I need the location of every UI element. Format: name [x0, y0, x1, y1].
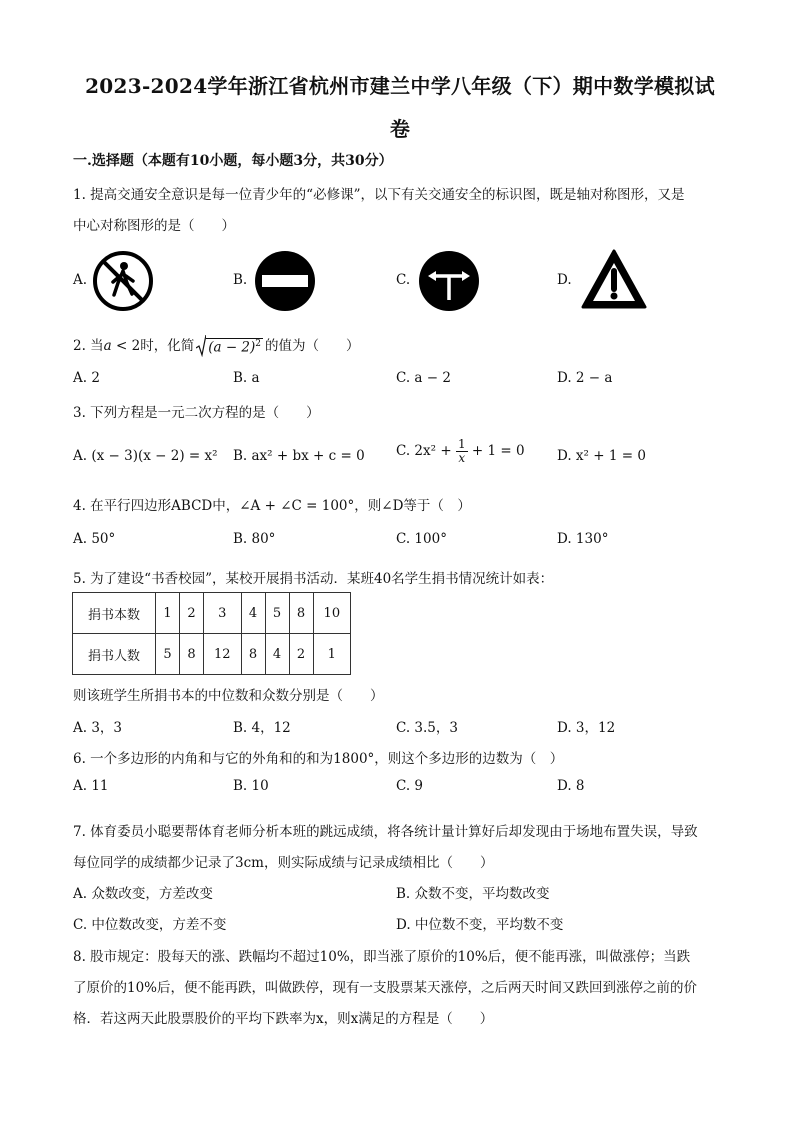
q3-stem: 3. 下列方程是一元二次方程的是（ ）: [73, 405, 320, 421]
table-cell: 5: [265, 593, 289, 634]
q5-option-c: C. 3.5，3: [396, 720, 458, 736]
q2-option-b: B. a: [233, 370, 260, 386]
square-root-expression: [196, 338, 263, 356]
table-row: [73, 593, 351, 634]
table-cell: 8: [180, 634, 204, 675]
table-cell: 1: [156, 593, 180, 634]
table-cell: 8: [289, 593, 313, 634]
q7-stem-line2: 每位同学的成绩都少记录了3cm，则实际成绩与记录成绩相比（ ）: [73, 855, 494, 871]
table-cell: 2: [289, 634, 313, 675]
fraction-numerator: 1: [457, 437, 466, 451]
q2-condition: < 2时，化简: [111, 338, 195, 354]
q1-stem-line1: 1. 提高交通安全意识是每一位青少年的“必修课”，以下有关交通安全的标识图，既是轴对称图形，又是: [73, 187, 685, 203]
q8-stem-line2: 了原价的10%后，便不能再跌，叫做跌停，现有一支股票某天涨停，之后两天时间又跌回到涨停之前的价: [73, 980, 698, 996]
q2-suffix: 的值为（ ）: [265, 338, 360, 354]
q2-option-c: C. a − 2: [396, 370, 451, 386]
table-row-header: 捐书人数: [73, 634, 156, 675]
q5-stem: 5. 为了建设“书香校园”，某校开展捐书活动．某班40名学生捐书情况统计如表：: [73, 571, 554, 587]
q7-stem-line1: 7. 体育委员小聪要帮体育老师分析本班的跳远成绩，将各统计量计算好后却发现由于场地布置失误，导致: [73, 824, 698, 840]
q2-radicand: (a − 2): [208, 339, 256, 356]
table-cell: 4: [241, 593, 265, 634]
table-cell: 12: [204, 634, 242, 675]
fraction-denominator: x: [458, 451, 466, 465]
q1-option-a-label: A.: [73, 272, 88, 288]
q3-option-c-rest: + 1 = 0: [471, 443, 525, 459]
q5-question: 则该班学生所捐书本的中位数和众数分别是（ ）: [73, 688, 384, 704]
book-donation-table: [72, 592, 351, 675]
q4-option-a: A. 50°: [73, 531, 116, 547]
q3-option-a: A. (x − 3)(x − 2) = x²: [73, 448, 218, 464]
q6-option-d: D. 8: [557, 778, 585, 794]
q3-option-c-label: C. 2x² +: [396, 443, 452, 459]
table-row: [73, 634, 351, 675]
table-row-header: 捐书本数: [73, 593, 156, 634]
table-cell: 3: [204, 593, 242, 634]
q2-prefix: 2. 当: [73, 338, 104, 354]
exam-title-line1: 2023-2024学年浙江省杭州市建兰中学八年级（下）期中数学模拟试: [85, 74, 715, 98]
table-cell: 5: [156, 634, 180, 675]
q4-option-c: C. 100°: [396, 531, 447, 547]
turn-left-right-sign-icon: [418, 250, 480, 312]
q6-option-b: B. 10: [233, 778, 269, 794]
radical-sign-icon: [196, 335, 206, 357]
q2-variable: a: [103, 338, 112, 354]
q3-option-b: B. ax² + bx + c = 0: [233, 448, 365, 464]
exam-title-line2: 卷: [389, 117, 411, 141]
q1-stem-line2: 中心对称图形的是（ ）: [73, 218, 235, 234]
q7-option-b: B. 众数不变，平均数改变: [396, 886, 550, 902]
q6-option-a: A. 11: [73, 778, 109, 794]
q8-stem-line3: 格．若这两天此股票股价的平均下跌率为x，则x满足的方程是（ ）: [73, 1011, 494, 1027]
section-heading: 一.选择题（本题有10小题，每小题3分，共30分）: [73, 153, 393, 169]
table-cell: 2: [180, 593, 204, 634]
q5-option-a: A. 3，3: [73, 720, 123, 736]
q3-option-d: D. x² + 1 = 0: [557, 448, 646, 464]
q1-option-b-label: B.: [233, 272, 248, 288]
q5-option-d: D. 3，12: [557, 720, 616, 736]
q7-option-d: D. 中位数不变，平均数不变: [396, 917, 564, 933]
q6-stem: 6. 一个多边形的内角和与它的外角和的和为1800°，则这个多边形的边数为（ ）: [73, 751, 564, 767]
q2-option-a: A. 2: [73, 370, 100, 386]
q8-stem-line1: 8. 股市规定：股每天的涨、跌幅均不超过10%，即当涨了原价的10%后，便不能再涨，叫做涨停；当跌: [73, 949, 691, 965]
q6-option-c: C. 9: [396, 778, 424, 794]
table-cell: 8: [241, 634, 265, 675]
q2-stem: [73, 334, 360, 355]
q4-stem: 4. 在平行四边形ABCD中，∠A + ∠C = 100°，则∠D等于（ ）: [73, 498, 471, 514]
q1-option-c-label: C.: [396, 272, 411, 288]
q2-power: 2: [255, 338, 262, 349]
no-pedestrian-sign-icon: [92, 250, 154, 312]
table-cell: 1: [313, 634, 351, 675]
q4-option-b: B. 80°: [233, 531, 276, 547]
q1-option-d-label: D.: [557, 272, 572, 288]
warning-triangle-sign-icon: [579, 247, 649, 311]
q7-option-a: A. 众数改变，方差改变: [73, 886, 213, 902]
table-cell: 4: [265, 634, 289, 675]
no-entry-sign-icon: [254, 250, 316, 312]
table-cell: 10: [313, 593, 351, 634]
q5-option-b: B. 4，12: [233, 720, 291, 736]
fraction: [456, 438, 468, 465]
q3-option-c: [396, 438, 525, 465]
q4-option-d: D. 130°: [557, 531, 609, 547]
q7-option-c: C. 中位数改变，方差不变: [73, 917, 227, 933]
q2-option-d: D. 2 − a: [557, 370, 613, 386]
